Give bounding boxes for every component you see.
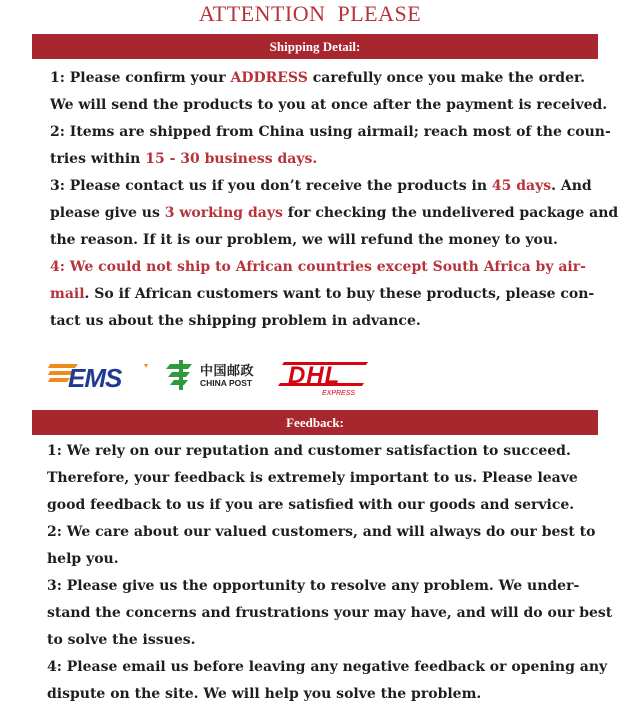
feedback-line — [47, 465, 607, 492]
line-text: 4: Please email us before leaving any negative feedback or opening any — [47, 659, 608, 675]
line-text: to solve the issues. — [47, 632, 196, 648]
line-text: 3: Please give us the opportunity to resolve any problem. We under- — [47, 578, 580, 594]
line-text: dispute on the site. We will help you solve the problem. — [47, 686, 482, 702]
line-text: the reason. If it is our problem, we will refund the money to you. — [50, 232, 558, 248]
shipping-line — [50, 146, 610, 173]
line-text: We will send the products to you at once after the payment is received. — [50, 97, 608, 113]
highlighted-text: 45 days — [491, 178, 552, 194]
shipping-line — [50, 200, 619, 227]
highlighted-text: mail — [50, 286, 85, 302]
line-text: Therefore, your feedback is extremely important to us. Please leave — [47, 470, 578, 486]
line-text: 2: We care about our valued customers, and will always do our best to — [47, 524, 596, 540]
china-post-english-text: CHINA POST — [200, 378, 253, 388]
feedback-line — [47, 681, 607, 708]
line-text: please give us — [50, 205, 165, 221]
line-text: carefully once you make the order. — [307, 70, 585, 86]
ems-logo-text: EMS — [68, 363, 122, 392]
feedback-line — [47, 438, 607, 465]
shipping-detail-header: Shipping Detail: — [32, 34, 598, 59]
dhl-express-text: EXPRESS — [322, 390, 356, 397]
highlighted-text: ADDRESS — [230, 70, 308, 86]
line-text: tries within — [50, 151, 146, 167]
line-text: stand the concerns and frustrations your may have, and will do our best — [47, 605, 613, 621]
shipping-line — [50, 281, 610, 308]
ems-logo — [48, 360, 154, 392]
dhl-logo — [278, 356, 374, 398]
china-post-logo — [166, 358, 266, 394]
page-title: ATTENTION PLEASE — [198, 1, 422, 26]
highlighted-text: 15 - 30 business days. — [145, 151, 318, 167]
china-post-chinese-text: 中国邮政 — [200, 364, 255, 379]
line-text: 3: Please contact us if you don’t receive the products in — [50, 178, 492, 194]
line-text: tact us about the shipping problem in advance. — [50, 313, 421, 329]
shipping-line — [50, 92, 610, 119]
shipping-detail-section — [50, 65, 619, 335]
line-text: . So if African customers want to buy these products, please con- — [84, 286, 595, 302]
highlighted-text: 3 working days — [164, 205, 283, 221]
line-text: 2: Items are shipped from China using airmail; reach most of the coun- — [50, 124, 611, 140]
dhl-logo-text: DHL — [288, 362, 341, 389]
feedback-line — [47, 573, 607, 600]
shipping-line — [50, 308, 610, 335]
line-text: 1: Please confirm your — [50, 70, 231, 86]
feedback-section — [47, 438, 613, 708]
line-text: good feedback to us if you are satisfied with our goods and service. — [47, 497, 575, 513]
feedback-line — [47, 519, 607, 546]
shipping-line — [50, 227, 610, 254]
feedback-line — [47, 654, 607, 681]
shipping-line — [50, 173, 610, 200]
feedback-header: Feedback: — [32, 410, 598, 435]
line-text: 1: We rely on our reputation and customer satisfaction to succeed. — [47, 443, 571, 459]
shipping-line — [50, 65, 610, 92]
shipping-line — [50, 119, 610, 146]
line-text: . And — [551, 178, 592, 194]
carrier-logos — [48, 356, 388, 400]
feedback-line — [47, 627, 607, 654]
feedback-line — [47, 492, 607, 519]
line-text: help you. — [47, 551, 119, 567]
highlighted-text: 4: We could not ship to African countries except South Africa by air- — [50, 259, 586, 275]
line-text: for checking the undelivered package and — [282, 205, 619, 221]
shipping-line — [50, 254, 610, 281]
feedback-line — [47, 600, 613, 627]
feedback-line — [47, 546, 607, 573]
china-post-emblem-icon — [166, 358, 196, 392]
